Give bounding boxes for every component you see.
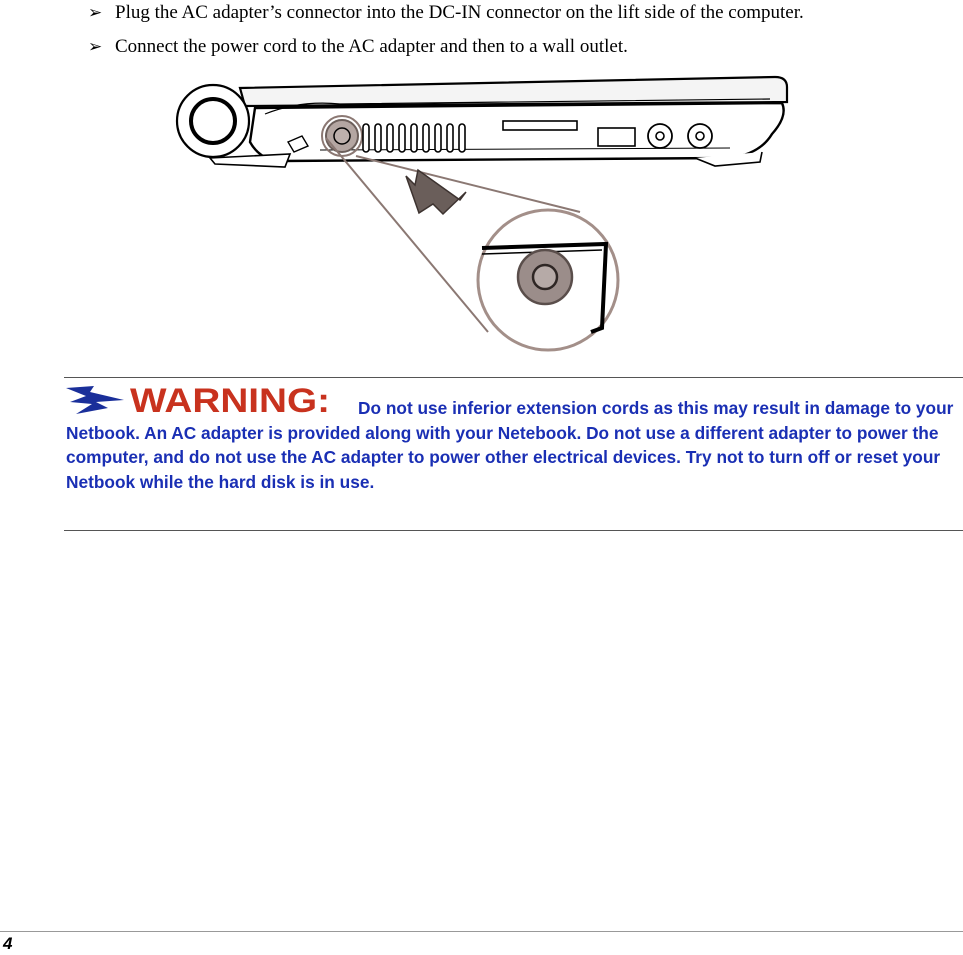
bullet-text: Plug the AC adapter’s connector into the DC-IN connector on the lift side of the computer. <box>115 2 804 23</box>
laptop-side-dc-in-illustration <box>170 72 795 357</box>
arrowhead-bullet-icon: ➢ <box>88 37 103 57</box>
warning-logo-text: WARNING: <box>130 382 330 420</box>
zigzag-icon <box>66 386 124 414</box>
arrowhead-bullet-icon: ➢ <box>88 3 103 23</box>
warning-block <box>66 380 961 494</box>
footer-rule <box>0 931 963 932</box>
page-number: 4 <box>3 934 13 953</box>
bullet-item-plug-adapter <box>88 1 804 25</box>
bullet-item-connect-cord <box>88 35 628 59</box>
warning-bottom-rule <box>64 530 963 531</box>
vent-slots <box>363 124 465 152</box>
warning-text: Do not use inferior extension cords as this may result in damage to your Netbook. An AC adapter is provided along with your Netebook. Do not use a different adapter to power the computer, and do not use the AC adapter to power other electrical devices. Try not to turn off or reset your Netbook while the hard disk is in use. <box>66 398 954 492</box>
warning-logo <box>66 380 334 420</box>
bullet-text: Connect the power cord to the AC adapter and then to a wall outlet. <box>115 36 628 57</box>
warning-top-rule <box>64 377 963 378</box>
